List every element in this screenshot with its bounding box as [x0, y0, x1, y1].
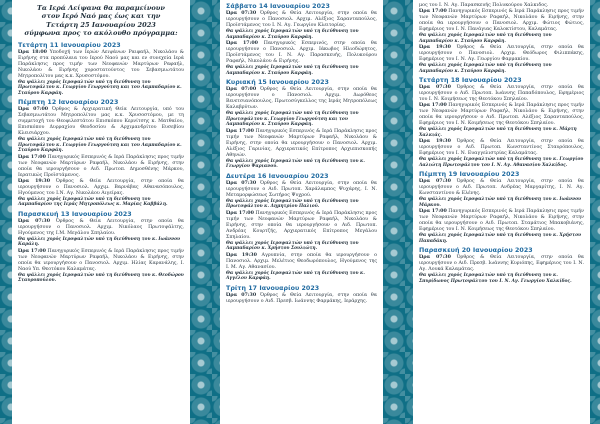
service-text: Αγρυπνία, στην οποία θα ιερουργήσουν ο Πανοσιολ. Αρχιμ. Μελέτιος Θεοδωρόπουλος, Ηγούμενος της Ι. Μ. Αγ. Αθανασίου.	[226, 252, 377, 270]
schedule-column-3	[413, 0, 590, 424]
choir-note: Θα ψάλλει χορός Ιεροψαλτών υπό τη διεύθυνση του κ. Γεωργίου Ψαριανού.	[226, 158, 365, 169]
choir-note: Θα ψάλλει χορός Ιεροψαλτών υπό τη διεύθυνση του Λαμπαδαρίου κ. Σταύρου Καρφάη.	[226, 29, 359, 40]
service-time: Ώρα 07:30	[18, 218, 51, 224]
intro-line: Τετάρτη 25 Ιανουαρίου 2023	[46, 20, 156, 29]
service-time: Ώρα 07:30	[226, 292, 257, 298]
choir-note: Θα ψάλλει χορός Ιεροψαλτών υπό τη διεύθυνση του κ. Μάρτη Χαλκιάς.	[419, 127, 577, 138]
service-entry	[419, 85, 584, 103]
service-entry	[419, 139, 584, 157]
service-text: Όρθρος & Θεία Λειτουργία, στην οποία θα ιερουργήσουν ο Πανοσιολ. Αρχιμ. Δωρόθεος Βενετσιανόπουλος, Πρωτοσύγκελλος της Ιεράς Μητροπόλεως Καλαβρύτων.	[226, 87, 377, 110]
service-entry	[226, 293, 377, 305]
choir-note: Θα ψάλλει χορός Ιεροψαλτών υπό τη διεύθυνση του Λαμπαδαρίου κ. Σταύρου Καρφάη.	[419, 33, 552, 44]
choir-note: Θα ψάλλει χορός Ιεροψαλτών υπό τη διεύθυνση του κ. Αγγέλου Καρφάη.	[226, 270, 365, 281]
schedule-column-2	[220, 0, 383, 424]
service-text: Όρθρος & Θεία Λειτουργία, στην οποία θα ιερουργήσουν ο Αιδ. Πρωτοπ. Ιωάννης Παπαδόπουλος, Εφημέριος του Ι. Ν. Κοιμήσεως της Θεοτόκου Σπηλαίου.	[419, 85, 584, 102]
service-entry	[226, 129, 377, 159]
choir-note: Θα ψάλλει χορός Ιεροψαλτών υπό τη διεύθυνση του Λαμπαδαρίου κ. Σταύρου Καρφάη.	[419, 63, 552, 74]
service-entry	[419, 255, 584, 273]
service-text: Πανηγυρικός Εσπερινός & Ιερά Παράκλησις προς τιμήν των Νεοφανών Μαρτύρων Ραφαήλ, Νικολάου & Ειρήνης, στην οποία θα ιερουργήσουν ο Αιδ. Πρωτοπ. Σταμάτιος Μπακοβιάνης, Εφημέριος του Ι. Ν. Κοιμήσεως της Θεοτόκου Σπηλαίου.	[419, 209, 584, 232]
service-time: Ώρα 17:00	[419, 103, 447, 108]
service-entry	[419, 45, 584, 63]
day-heading: Τρίτη 17 Ιανουαρίου 2023	[226, 284, 320, 292]
day-heading: Πέμπτη 12 Ιανουαρίου 2023	[18, 99, 119, 107]
service-time: Ώρα 07:30	[419, 255, 451, 260]
choir-note: Θα ψάλλει χορός Ιεροψαλτών υπό τη διεύθυνση του κ. Ιωάννου Μάρκου.	[419, 197, 582, 208]
service-entry	[419, 209, 584, 233]
service-entry	[226, 11, 377, 29]
service-text: Πανηγυρικός Εσπερινός & Ιερά Παράκλησις προς τιμήν των Νεοφανών Μαρτύρων Ραφαήλ, Νικολάου & Ειρήνης, στην οποία θα ιερουργήσουν ο Πανοσιολ. Αρχιμ. Φώτιος Φώτιος, Εφημέριος του Ι. Ν. Πανάγιας Καλοκτίστου, Καλαμάτας.	[419, 9, 584, 32]
service-time: Ώρα 07:00	[226, 87, 257, 92]
decorative-band-center-left	[190, 0, 220, 424]
service-text: Πανηγυρικός Εσπερινός & Ιερά Παράκλησις προς τιμήν των Νεοφανών Μαρτύρων Ραφαήλ, Νικολάου & Ειρήνης, στην οποία θα ιερουργήσουν ο Αιδ. Πρωτοπ. Δημοσθένης Μάρκου, Ιερατικώς Προϊστάμενος.	[18, 154, 184, 178]
service-time: Ώρα 17:00	[226, 41, 258, 46]
choir-note: Θα ψάλλει χορός Ιεροψαλτών υπό τη διεύθυνση του Λαμπαδαρίου της Ιεράς Μητροπόλεως κ. Μαρίας Καββάλη.	[18, 196, 168, 208]
intro-text	[18, 4, 184, 38]
service-entry	[226, 211, 377, 241]
service-time: Ώρα 07:00	[18, 107, 49, 113]
day-heading: Δευτέρα 16 Ιανουαρίου 2023	[226, 172, 329, 180]
service-text: Όρθρος & Θεία Λειτουργία, στην οποία θα ιερουργήσουν ο Αιδ. Πρωτοπ. Κωνσταντίνος Σταυρόπουλος, Εφημέριος του Ι. Ν. Ευαγγελιστρίας Καλαμάτας.	[419, 139, 584, 156]
service-entry	[419, 179, 584, 197]
choir-note: Θα ψάλλει χορός Ιεροψαλτών υπό τη διεύθυνση του κ. Σπυρίδωνος Πρωτοψάλτου του Ι. Ν. Αγ. Γεωργίου Χαλκίδος.	[419, 273, 572, 284]
service-time: Ώρα 17:00	[18, 248, 46, 254]
service-text: Όρθρος & Θεία Λειτουργία, στην οποία θα ιερουργήσουν ο Πανοσιολ. Αρχιμ. Βαρνάβας Αθανασόπουλος, Ηγούμενος του Ι.Ν. Αγ. Νικολάου Αιγείρας.	[18, 178, 184, 196]
service-time: Ώρα 07:30	[419, 179, 451, 184]
day-heading: Παρασκευή 20 Ιανουαρίου 2023	[419, 247, 533, 254]
service-text: Όρθρος & Θεία Λειτουργία, στην οποία θα ιερουργήσουν ο Πανοσιολ. Αρχιμ. Θεόδωρος Φιλιππάκης, Εφημέριος του Ι. Ν. Αγ. Γεωργίου Φαρμακίου.	[419, 45, 584, 62]
service-time: Ώρα 17:00	[419, 9, 447, 14]
service-entry	[226, 41, 377, 65]
choir-note: Θα ψάλλει χορός Ιεροψαλτών υπό τη διεύθυνση του Λαμπαδαρίου κ. Χρήστου Σουλιώτη.	[226, 240, 359, 251]
service-entry	[18, 107, 184, 137]
service-time: Ώρα 17:00	[419, 209, 447, 214]
service-text: Υποδοχή των Ιερών Λειψάνων Ραιφαήλ, Νικολάου & Ειρήνης στα προπύλαια του Ιερού Ναού μας και εν συνεχεία Ιερά Παράκλησις προς τιμήν των Νεοφανών Μαρτύρων Ραφαήλ, Νικολάου & Ειρήνης χοροστατούντος του Σεβασμιωτάτου Μητροπολίτου μας κ.κ. Χρυσοστόμου.	[18, 49, 184, 79]
service-text: Πανηγυρικός Εσπερινός & Ιερά Παράκλησις προς τιμήν των Νεοφανών Μαρτύρων Ραφαήλ, Νικολάου & Ειρήνης, στην οποία θα ιερουργήσουν ο Πανοσιολ. Αρχιμ. Αλέξιος Γαρινίας, Αρχιερατικός Επίτροπος Αρχιεπισκοπής Αθηνών.	[226, 128, 377, 158]
intro-line: σύμφωνα προς το ακόλουθο πρόγραμμα:	[24, 29, 178, 38]
service-entry	[18, 219, 184, 237]
service-time: Ώρα 17:00	[18, 154, 46, 160]
service-time: Ώρα 19:30	[18, 178, 51, 184]
service-entry	[226, 253, 377, 271]
decorative-band-center-right	[383, 0, 413, 424]
choir-note: Θα ψάλλει χορός Ιεροψαλτών υπό τη διεύθυνση του Πρωτοψάλτου κ. Γεωργίου Γεωργούτση και του Λαμπαδαρίου κ. Σταύρου Καρφάη.	[18, 79, 182, 96]
service-entry	[226, 181, 377, 199]
service-text: Όρθρος & Θεία Λειτουργία, στην οποία θα ιερουργήσουν ο Πανοσιολ. Αρχιμ. Νικόλαος Πρωτοψάλτης, Ηγούμενος της Ι.Μ. Μεγάλου Σπηλαίου.	[18, 218, 184, 236]
service-text: Πανηγυρικός Εσπερινός & Ιερά Παράκλησις προς τιμήν των Νεοφανών Μαρτύρων Ραφαήλ, Νικολάου & Ειρήνης, στην οποία θα ιερουργήσουν ο Αιδ. Πρωτοπ. Αλέξιος Σαρανταπούλος, Εφημέριος του Ι. Ν. Κοιμήσεως της Θεοτόκου Σπηλαίου.	[419, 103, 584, 126]
service-time: Ώρα 18:00	[18, 49, 47, 55]
choir-note: Θα ψάλλει χορός Ιεροψαλτών υπό τη διεύθυνση του κ. Γεωργίου Λαλιώτη Πρωτοψάλτου του Ι. Ν. Αγ. Αθανασίου Χαλκίδος.	[419, 157, 584, 168]
intro-line: στον Ιερό Ναό μας έως και την	[41, 12, 161, 21]
service-text: Όρθρος & Αρχιερατική Θεία Λειτουργία, υπό του Σεβασμιωτάτου Μητροπολίτου μας κ.κ. Χρυσοστόμου, με τη συμμετοχή του Θεοφιλεστάτου Επισκόπου Κερνίτσης κ. Ματθαίου, Επισκόπου Δυρραχίου Θεοδοσίου & Αρχιμανδρίτου Ευσεβίου Κλεισιάρχου.	[18, 107, 184, 137]
service-text: Πανηγυρικός Εσπερινός, στην οποία θα ιερουργήσουν ο Πανοσιολ. Αρχιμ. Ιάκωβος Ηλιοδώρητος, Προϊστάμενος του Ι. Ν. Αγ. Παρασκευής, Πολυκούρου Ραφαήλ, Νικολάου & Ειρήνης.	[226, 41, 377, 64]
service-text: Όρθρος & Θεία Λειτουργία, στην οποία θα ιερουργήσουν ο Αιδ. Πρωτοπ. Ανδρέας Μαργαρίτης, Ι. Ν. Αγ. Κωνσταντίνου & Ελένης.	[419, 179, 584, 196]
service-time: Ώρα 07:30	[226, 11, 257, 16]
service-entry	[18, 155, 184, 179]
service-entry	[419, 103, 584, 127]
day-heading: Τετάρτη 18 Ιανουαρίου 2023	[419, 77, 522, 84]
schedule-column-1	[12, 0, 190, 424]
service-entry	[419, 9, 584, 33]
service-time: Ώρα 19:30	[226, 252, 257, 258]
intro-line: Τα Ιερά Λείψανα θα παραμείνουν	[37, 4, 165, 12]
service-text: Όρθρος & Θεία Λειτουργία, στην οποία θα ιερουργήσουν ο Πανοσιολ. Αρχιμ. Αλέξιος Σαρανταπούλος, Προϊστάμενος του Ι. Ν. Αγ. Γεωργίου Κλειτορίας.	[226, 11, 377, 28]
choir-note: Θα ψάλλει χορός Ιεροψαλτών υπό τη διεύθυνση του κ. Χρήστου Παπαδάκη.	[419, 233, 582, 244]
day-heading: Κυριακή 15 Ιανουαρίου 2023	[226, 79, 329, 86]
service-entry	[226, 87, 377, 111]
service-time: Ώρα 07:30	[419, 85, 451, 90]
day-heading: Παρασκευή 13 Ιανουαρίου 2023	[18, 210, 132, 218]
service-text: Πανηγυρικός Εσπερινός & Ιερά Παράκλησις προς τιμήν των Νεοφανών Μαρτύρων Ραφαήλ, Νικολάου & Ειρήνης, στην οποία θα ιερουργήσουν ο Πανοσιολ. Αρχιμ. Ηλίας Καρανάλης, Ι. Ναού Υπ. Θεοτόκου Καλαμάτας.	[18, 248, 184, 272]
day-heading: Σάββατο 14 Ιανουαρίου 2023	[226, 3, 330, 10]
continued-text: μος του Ι. Ν. Αγ. Παρασκευής Πολυκούρου Χαλκιδος.	[419, 3, 549, 8]
choir-note: Θα ψάλλει χορός Ιεροψαλτών υπό τη διεύθυνση του Πρωτοψάλτου κ. Γεωργίου Γεωργούτση και του Λαμπαδαρίου κ. Σταύρου Καρφάη.	[18, 137, 182, 154]
choir-note: Θα ψάλλει χορός Ιεροψαλτών υπό τη διεύθυνση του Πρωτοψάλτου κ. Γεωργίου Γεωργούτση και του Λαμπαδαρίου κ. Σταύρου Καρφάη.	[226, 111, 359, 127]
service-time: Ώρα 19:30	[419, 45, 451, 50]
service-time: Ώρα 17:00	[226, 210, 254, 216]
service-text: Όρθρος & Θεία Λειτουργία, στην οποία θα ιερουργήσουν ο Αιδ. Πρεσβ. Ιωάννης Φαρμάκης, Ιεράρχης.	[226, 292, 377, 304]
service-entry	[18, 249, 184, 273]
service-text: Πανηγυρικός Εσπερινός & Ιερά Παράκλησις προς τιμήν των Νεοφανών Μαρτύρων Ραφαήλ, Νικολάου & Ειρήνης, στην οποία θα ιερουργήσουν ο Αιδ. Πρωτοπ. Ανδρέας Κουρτζής, Αρχιερατικός Επίτροπος Μεγάλου Σπηλαίου.	[226, 210, 377, 240]
choir-note: Θα ψάλλει χορός Ιεροψαλτών υπό τη διεύθυνση του κ. Θεοδώρου Σταυροπούλου.	[18, 272, 184, 284]
service-text: Όρθρος & Θεία Λειτουργία, στην οποία θα ιερουργήσουν ο Αιδ. Πρωτοπ. Χαράλαμπος Ψυχάρης, Ι. Ν. Μεταμορφώσεως Σωτήρος Ψυχρού.	[226, 180, 377, 198]
day-heading: Τετάρτη 11 Ιανουαρίου 2023	[18, 41, 121, 49]
service-entry	[18, 50, 184, 80]
choir-note: Θα ψάλλει χορός Ιεροψαλτών υπό τη διεύθυνση του Πρωτοψάλτου κ. Δημητρίου Παλιού.	[226, 198, 359, 209]
service-time: Ώρα 07:30	[226, 180, 257, 186]
service-entry	[18, 179, 184, 197]
service-time: Ώρα 17:00	[226, 128, 254, 134]
decorative-band-left	[0, 0, 12, 424]
service-time: Ώρα 19:30	[419, 139, 451, 144]
choir-note: Θα ψάλλει χορός Ιεροψαλτών υπό τη διεύθυνση του Λαμπαδαρίου κ. Σταύρου Καρφάη.	[226, 65, 359, 76]
service-text: Όρθρος & Θεία Λειτουργία, στην οποία θα ιερουργήσουν ο Αιδ. Πρεσβ. Ιωάννης Κυριόπης, Εφημέριος του Ι. Ν. Αγ. Λουκά Καλαμάτας.	[419, 255, 584, 272]
decorative-band-right	[590, 0, 600, 424]
day-heading: Πέμπτη 19 Ιανουαρίου 2023	[419, 171, 520, 178]
choir-note: Θα ψάλλει χορός Ιεροψαλτών υπό τη διεύθυνση του κ. Ιωάννου Καράλη.	[18, 236, 181, 248]
